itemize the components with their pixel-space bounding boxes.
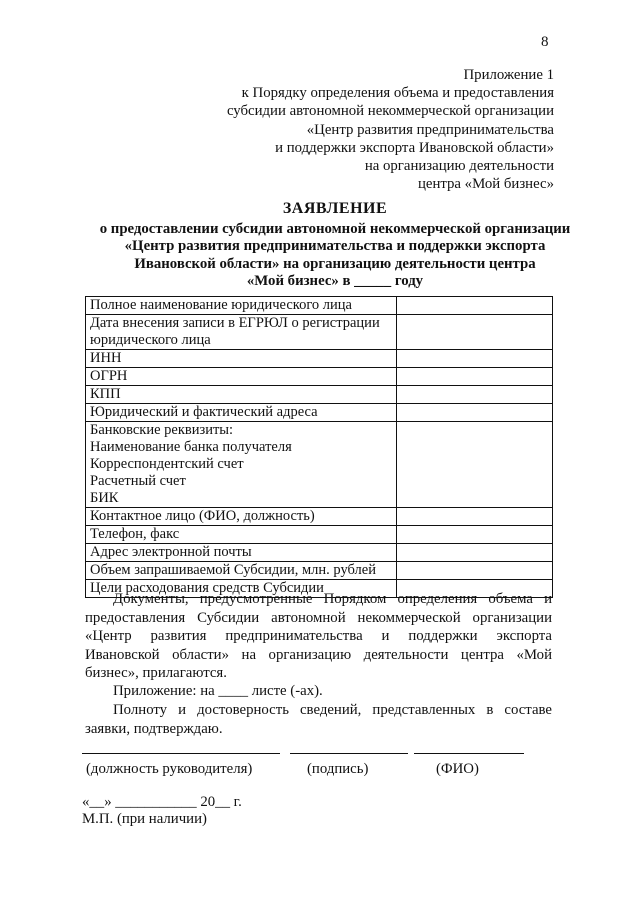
field-value-cell[interactable] bbox=[397, 386, 553, 404]
field-label-cell bbox=[86, 315, 397, 350]
table-row bbox=[86, 315, 553, 350]
table-row bbox=[86, 368, 553, 386]
field-label: Корреспондентский счет bbox=[90, 456, 244, 472]
signature-line bbox=[290, 753, 408, 754]
heading-block bbox=[70, 200, 600, 291]
subtitle-line: «Центр развития предпринимательства и поддержки экспорта bbox=[124, 238, 546, 255]
field-label: Полное наименование юридического лица bbox=[90, 297, 352, 313]
field-value-cell[interactable] bbox=[397, 422, 553, 508]
table-row bbox=[86, 422, 553, 508]
field-label-cell bbox=[86, 544, 397, 562]
subtitle-line: Ивановской области» на организацию деятельности центра bbox=[134, 255, 536, 272]
appendix-line: Приложение 1 bbox=[463, 67, 554, 83]
appendix-note bbox=[227, 66, 554, 193]
field-label-cell bbox=[86, 404, 397, 422]
subtitle-line: о предоставлении субсидии автономной некоммерческой организации bbox=[99, 221, 571, 237]
field-label-cell bbox=[86, 526, 397, 544]
field-value-cell[interactable] bbox=[397, 297, 553, 315]
field-value-cell[interactable] bbox=[397, 368, 553, 386]
field-label: Адрес электронной почты bbox=[90, 544, 252, 560]
field-label-cell bbox=[86, 562, 397, 580]
table-row bbox=[86, 350, 553, 368]
page-number: 8 bbox=[541, 34, 549, 50]
field-label-cell bbox=[86, 422, 397, 508]
field-label: Юридический и фактический адреса bbox=[90, 404, 318, 420]
field-label: Банковские реквизиты: bbox=[90, 422, 234, 438]
appendix-line: на организацию деятельности bbox=[364, 158, 554, 175]
document-subtitle bbox=[70, 221, 600, 291]
table-row bbox=[86, 508, 553, 526]
field-label: Дата внесения записи в ЕГРЮЛ о регистрации bbox=[90, 315, 380, 331]
field-label-cell bbox=[86, 350, 397, 368]
field-value-cell[interactable] bbox=[397, 350, 553, 368]
attachment-line: Приложение: на ____ листе (-ах). bbox=[113, 683, 323, 699]
field-value-cell[interactable] bbox=[397, 508, 553, 526]
document-title: ЗАЯВЛЕНИЕ bbox=[282, 200, 388, 217]
field-label: ОГРН bbox=[90, 368, 128, 384]
table-row bbox=[86, 386, 553, 404]
field-label: Телефон, факс bbox=[90, 526, 180, 542]
field-label-cell bbox=[86, 386, 397, 404]
position-caption: (должность руководителя) bbox=[86, 761, 253, 777]
field-label-cell bbox=[86, 297, 397, 315]
field-value-cell[interactable] bbox=[397, 544, 553, 562]
name-signature-line bbox=[414, 753, 524, 754]
field-label-cell bbox=[86, 368, 397, 386]
appendix-line: субсидии автономной некоммерческой организации bbox=[226, 103, 554, 120]
name-caption: (ФИО) bbox=[436, 761, 479, 777]
field-label: Наименование банка получателя bbox=[90, 439, 292, 455]
application-form-table bbox=[85, 296, 553, 598]
appendix-line: центра «Мой бизнес» bbox=[417, 176, 554, 193]
table-row bbox=[86, 526, 553, 544]
field-value-cell[interactable] bbox=[397, 315, 553, 350]
date-line: «__» ___________ 20__ г. bbox=[82, 794, 242, 810]
field-label: юридического лица bbox=[90, 332, 211, 348]
appendix-line: и поддержки экспорта Ивановской области» bbox=[275, 139, 554, 156]
position-signature-line bbox=[82, 753, 280, 754]
field-label: Объем запрашиваемой Субсидии, млн. рублей bbox=[90, 562, 376, 578]
field-value-cell[interactable] bbox=[397, 526, 553, 544]
signature-caption: (подпись) bbox=[307, 761, 369, 777]
documents-paragraph: Документы, предусмотренные Порядком определения объема и предоставления Субсидии автономной некоммерческой организации «Центр развития предпринимательства и поддержки экспорта Ивановской области» на организацию деятельности центра «Мой бизнес», прилагаются. bbox=[85, 591, 552, 681]
field-label: КПП bbox=[90, 386, 121, 402]
field-label: ИНН bbox=[90, 350, 122, 366]
field-label: Цели расходования средств Субсидии bbox=[90, 580, 324, 596]
field-label-cell bbox=[86, 508, 397, 526]
confirmation-paragraph: Полноту и достоверность сведений, представленных в составе заявки, подтверждаю. bbox=[85, 702, 552, 737]
field-value-cell[interactable] bbox=[397, 404, 553, 422]
table-row bbox=[86, 544, 553, 562]
field-value-cell[interactable] bbox=[397, 562, 553, 580]
appendix-line: к Порядку определения объема и предоставления bbox=[241, 85, 554, 102]
table-row bbox=[86, 562, 553, 580]
appendix-line: «Центр развития предпринимательства bbox=[306, 121, 554, 138]
field-label: БИК bbox=[90, 490, 119, 506]
subtitle-line: «Мой бизнес» в _____ году bbox=[246, 273, 424, 290]
field-label: Расчетный счет bbox=[90, 473, 186, 489]
stamp-note: М.П. (при наличии) bbox=[82, 811, 207, 827]
field-label: Контактное лицо (ФИО, должность) bbox=[90, 508, 315, 524]
table-row bbox=[86, 404, 553, 422]
table-row bbox=[86, 297, 553, 315]
